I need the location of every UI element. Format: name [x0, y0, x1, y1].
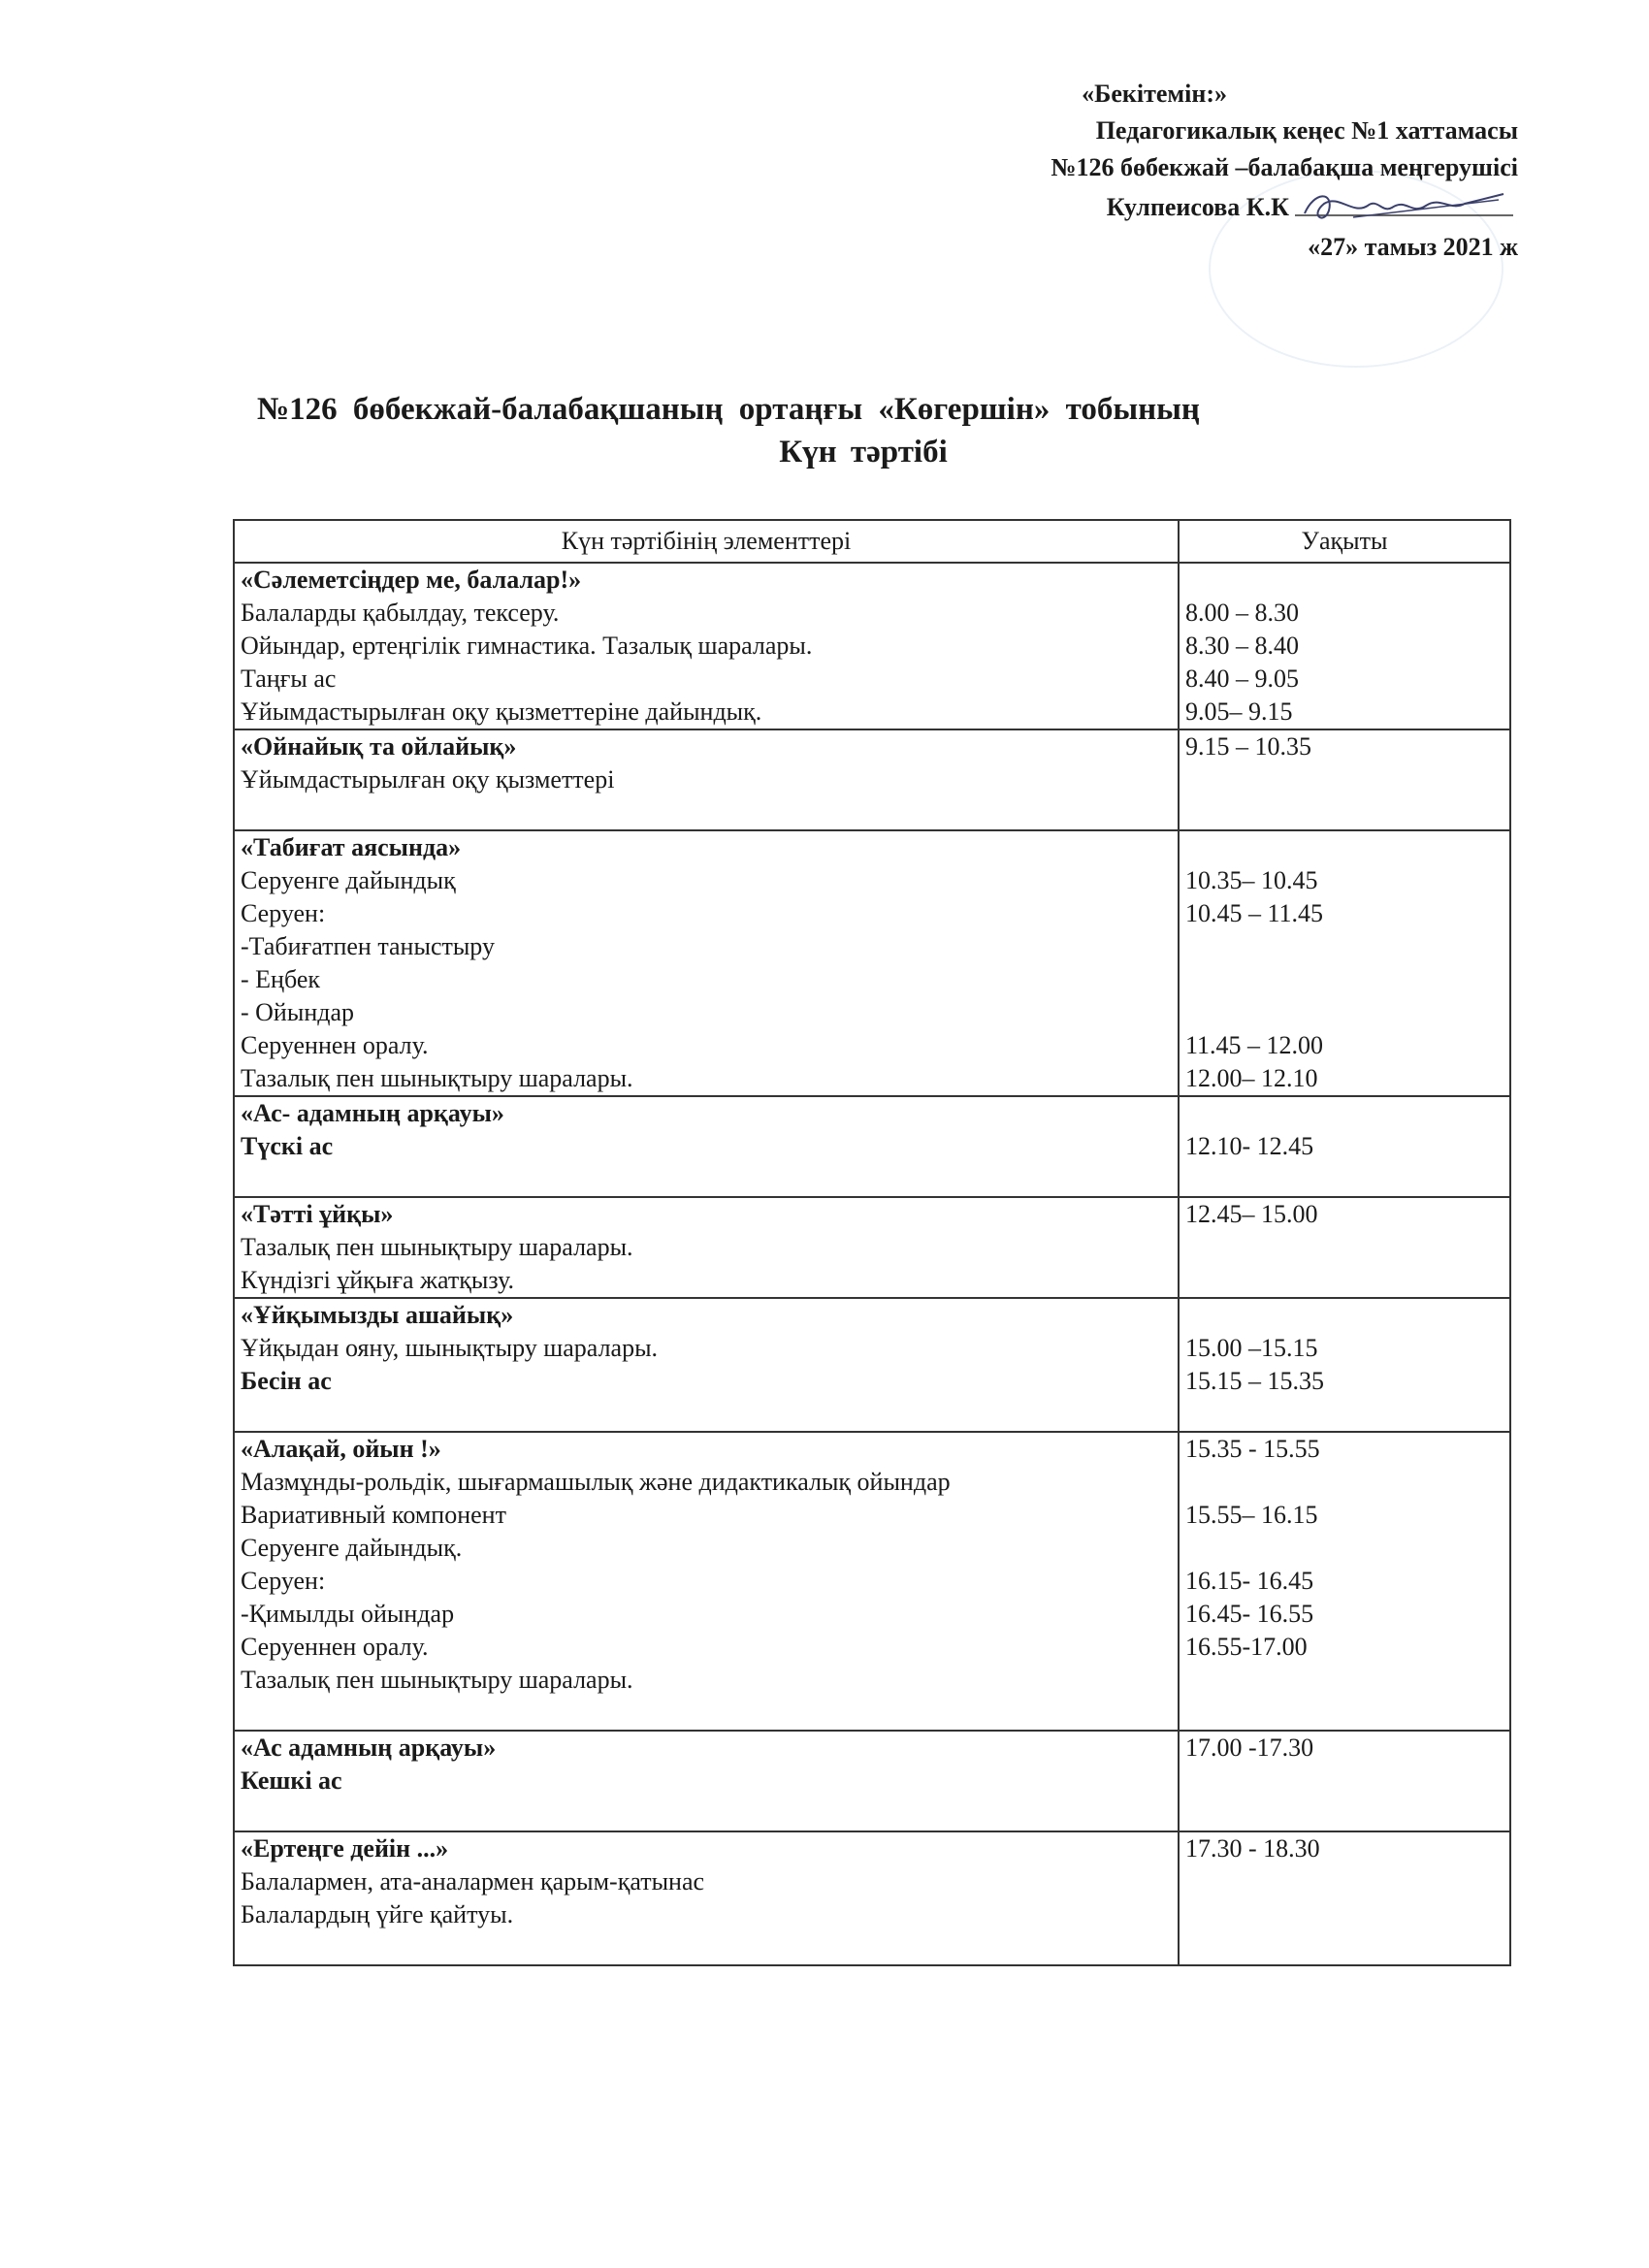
activity-cell [234, 1731, 1179, 1831]
activity-line: Ойындар, ертеңгілік гимнастика. Тазалық шаралары. [241, 632, 813, 660]
activity-line: Ұйқыдан ояну, шынықтыру шаралары. [241, 1334, 659, 1362]
activity-line: -Қимылды ойындар [241, 1600, 455, 1628]
activity-line: Серуен: [241, 1567, 326, 1595]
table-row [234, 1096, 1510, 1197]
table-row [234, 1831, 1510, 1965]
approval-date: «27» тамыз 2021 ж [1308, 233, 1518, 261]
time-cell [1179, 830, 1510, 1096]
activity-line: Серуенге дайындық. [241, 1534, 463, 1562]
activity-line: Мазмұнды-рольдік, шығармашылық және дидактикалық ойындар [241, 1468, 951, 1496]
table-row [234, 1197, 1510, 1298]
time-value [1185, 1466, 1504, 1499]
activity-line: Ұйымдастырылған оқу қызметтеріне дайындық. [241, 697, 762, 726]
activity-line: Балаларды қабылдау, тексеру. [241, 599, 560, 627]
time-value: 15.00 –15.15 [1185, 1334, 1318, 1362]
time-value: 10.35– 10.45 [1185, 866, 1318, 894]
activity-line: Серуеннен оралу. [241, 1633, 429, 1661]
time-cell [1179, 563, 1510, 729]
activity-heading: «Ойнайық та ойлайық» [241, 732, 517, 761]
time-value [1185, 1097, 1504, 1130]
activity-heading: «Сәлеметсіңдер ме, балалар!» [241, 566, 582, 594]
time-cell [1179, 1731, 1510, 1831]
time-cell [1179, 1096, 1510, 1197]
activity-line: Бесін ас [241, 1367, 332, 1395]
time-value: 12.00– 12.10 [1185, 1064, 1318, 1092]
time-value: 16.15- 16.45 [1185, 1567, 1314, 1595]
activity-line: Серуен: [241, 899, 326, 927]
document-title [257, 388, 1392, 473]
activity-line: Серуеннен оралу. [241, 1031, 429, 1059]
activity-cell [234, 1831, 1179, 1965]
approval-director-title: №126 бөбекжай –балабақша меңгерушісі [1051, 153, 1518, 181]
activity-heading: «Тәтті ұйқы» [241, 1200, 394, 1228]
approval-block [645, 76, 1518, 266]
time-value [1185, 564, 1504, 597]
activity-line [241, 1163, 1172, 1196]
activity-heading: «Ас адамның арқауы» [241, 1733, 497, 1762]
time-value: 8.00 – 8.30 [1185, 599, 1299, 627]
activity-line: Кешкі ас [241, 1766, 342, 1795]
time-value: 8.30 – 8.40 [1185, 632, 1299, 660]
activity-cell [234, 1432, 1179, 1731]
time-value: 17.00 -17.30 [1185, 1733, 1314, 1762]
activity-line: Балалардың үйге қайтуы. [241, 1900, 514, 1928]
activity-cell [234, 1096, 1179, 1197]
activity-heading: «Ертеңге дейін ...» [241, 1834, 449, 1863]
activity-line: - Ойындар [241, 998, 354, 1026]
time-cell [1179, 729, 1510, 830]
activity-line: Серуенге дайындық [241, 866, 456, 894]
table-body [234, 563, 1510, 1965]
approval-signature-line [1107, 186, 1518, 229]
time-value [1185, 1299, 1504, 1332]
approval-council-protocol: Педагогикалық кеңес №1 хаттамасы [1095, 116, 1518, 145]
approval-heading: «Бекітемін:» [1082, 80, 1227, 108]
activity-cell [234, 1197, 1179, 1298]
time-value: 12.45– 15.00 [1185, 1200, 1318, 1228]
activity-line [241, 1798, 1172, 1831]
activity-line: Тазалық пен шынықтыру шаралары. [241, 1233, 633, 1261]
title-line-1: №126 бөбекжай-балабақшаның ортаңғы «Көгершін» тобының [257, 392, 1200, 427]
time-value: 10.45 – 11.45 [1185, 899, 1324, 927]
activity-heading: «Алақай, ойын !» [241, 1435, 441, 1463]
time-value: 12.10- 12.45 [1185, 1132, 1314, 1160]
table-row [234, 1731, 1510, 1831]
time-value: 16.45- 16.55 [1185, 1600, 1314, 1628]
time-value: 9.05– 9.15 [1185, 697, 1293, 726]
time-value [1185, 996, 1504, 1029]
activity-heading: «Ұйқымызды ашайық» [241, 1301, 514, 1329]
activity-line: Ұйымдастырылған оқу қызметтері [241, 765, 615, 794]
table-header-row [234, 520, 1510, 563]
header-time: Уақыты [1179, 520, 1510, 563]
activity-line: - Еңбек [241, 965, 321, 993]
time-value [1185, 831, 1504, 864]
table-row [234, 729, 1510, 830]
time-cell [1179, 1298, 1510, 1432]
activity-line: Түскі ас [241, 1132, 334, 1160]
time-value: 17.30 - 18.30 [1185, 1834, 1320, 1863]
activity-line: Тазалық пен шынықтыру шаралары. [241, 1666, 633, 1694]
time-cell [1179, 1197, 1510, 1298]
handwritten-signature [1295, 186, 1518, 229]
activity-line: -Табиғатпен таныстыру [241, 932, 495, 960]
time-value: 8.40 – 9.05 [1185, 664, 1299, 693]
header-elements: Күн тәртібінің элементтері [234, 520, 1179, 563]
activity-line [241, 796, 1172, 829]
activity-cell [234, 1298, 1179, 1432]
time-value [1185, 1532, 1504, 1565]
title-line-2: Күн тәртібі [779, 435, 948, 470]
time-value [1185, 930, 1504, 963]
activity-line [241, 1697, 1172, 1730]
daily-schedule-table [233, 519, 1511, 1966]
activity-line [241, 1931, 1172, 1964]
time-value: 11.45 – 12.00 [1185, 1031, 1324, 1059]
activity-cell [234, 563, 1179, 729]
activity-cell [234, 830, 1179, 1096]
table-row [234, 830, 1510, 1096]
activity-cell [234, 729, 1179, 830]
table-row [234, 563, 1510, 729]
time-value [1185, 963, 1504, 996]
time-value: 9.15 – 10.35 [1185, 732, 1311, 761]
time-cell [1179, 1432, 1510, 1731]
activity-line: Вариативный компонент [241, 1501, 506, 1529]
approval-director-name: Кулпеисова К.К [1106, 193, 1289, 221]
activity-heading: «Табиғат аясында» [241, 833, 462, 861]
time-value: 15.15 – 15.35 [1185, 1367, 1324, 1395]
time-cell [1179, 1831, 1510, 1965]
table-row [234, 1298, 1510, 1432]
activity-line [241, 1398, 1172, 1431]
activity-heading: «Ас- адамның арқауы» [241, 1099, 504, 1127]
time-value: 15.55– 16.15 [1185, 1501, 1318, 1529]
activity-line: Тазалық пен шынықтыру шаралары. [241, 1064, 633, 1092]
activity-line: Балалармен, ата-аналармен қарым-қатынас [241, 1867, 705, 1895]
time-value: 16.55-17.00 [1185, 1633, 1308, 1661]
table-row [234, 1432, 1510, 1731]
activity-line: Таңғы ас [241, 664, 337, 693]
activity-line: Күндізгі ұйқыға жатқызу. [241, 1266, 515, 1294]
time-value: 15.35 - 15.55 [1185, 1435, 1320, 1463]
